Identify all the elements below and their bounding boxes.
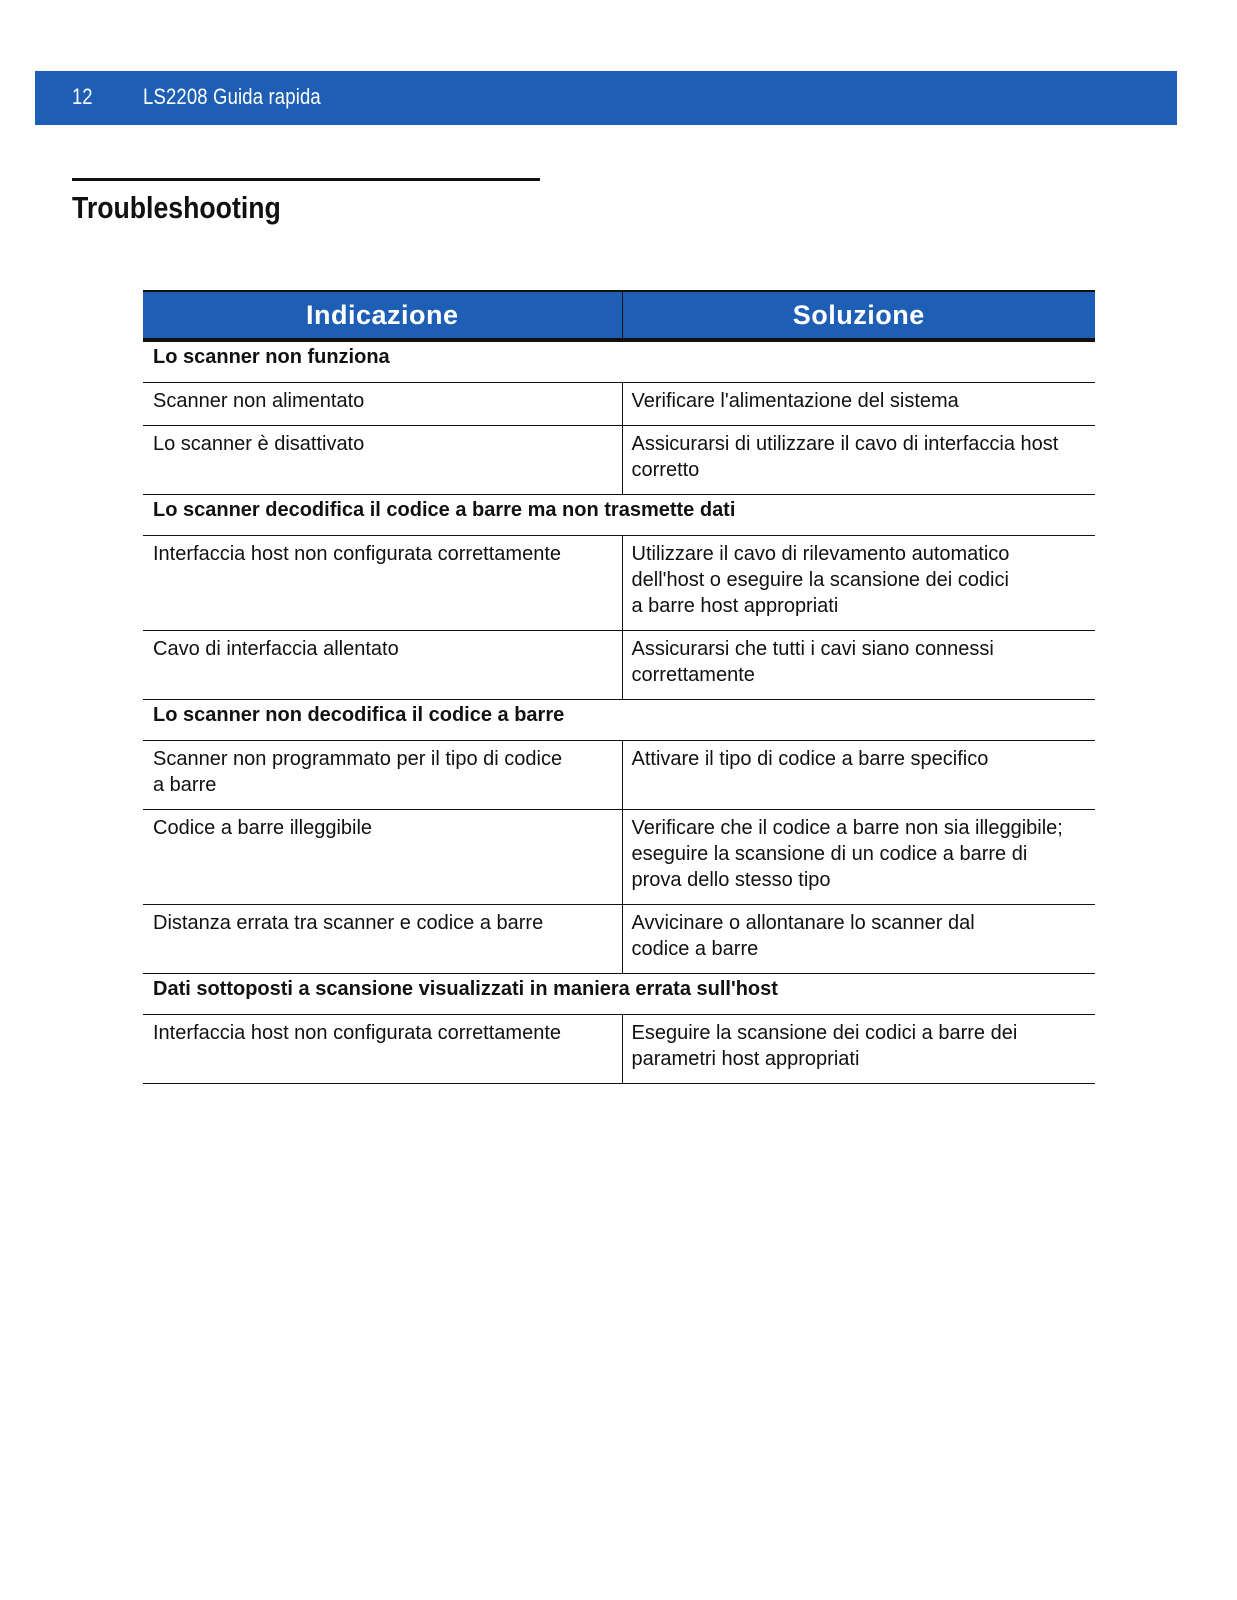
solution-cell — [622, 1015, 1095, 1084]
indication-cell — [143, 631, 622, 700]
solution-text: codice a barre — [631, 938, 759, 960]
indication-cell — [143, 536, 622, 631]
indication-text: Distanza errata tra scanner e codice a barre — [153, 912, 544, 934]
doc-title: LS2208 Guida rapida — [143, 84, 321, 109]
category-row — [143, 700, 1095, 741]
indication-text: Scanner non programmato per il tipo di codice — [153, 748, 563, 770]
column-header-indicazione: Indicazione — [143, 291, 622, 340]
indication-text: Cavo di interfaccia allentato — [153, 638, 399, 660]
category-label: Dati sottoposti a scansione visualizzati in maniera errata sull'host — [143, 974, 1095, 1015]
solution-text: Attivare il tipo di codice a barre specifico — [631, 748, 989, 770]
category-label: Lo scanner non decodifica il codice a barre — [143, 700, 1095, 741]
indication-text: Interfaccia host non configurata correttamente — [153, 543, 562, 565]
page-number: 12 — [72, 84, 93, 109]
table-row — [143, 810, 1095, 905]
solution-text: corretto — [631, 459, 700, 481]
solution-cell — [622, 383, 1095, 426]
solution-text: prova dello stesso tipo — [631, 869, 831, 891]
table-row — [143, 1015, 1095, 1084]
indication-text: Scanner non alimentato — [153, 390, 365, 412]
solution-text: Verificare l'alimentazione del sistema — [631, 390, 959, 412]
indication-text: a barre — [153, 774, 217, 796]
table-row — [143, 631, 1095, 700]
indication-text: Interfaccia host non configurata correttamente — [153, 1022, 562, 1044]
solution-cell — [622, 905, 1095, 974]
solution-text: Avvicinare o allontanare lo scanner dal — [631, 912, 975, 934]
solution-cell — [622, 631, 1095, 700]
category-row — [143, 495, 1095, 536]
table-row — [143, 905, 1095, 974]
solution-text: correttamente — [631, 664, 755, 686]
indication-cell — [143, 741, 622, 810]
table-row — [143, 426, 1095, 495]
column-header-soluzione: Soluzione — [622, 291, 1095, 340]
indication-cell — [143, 905, 622, 974]
table-row — [143, 741, 1095, 810]
solution-cell — [622, 810, 1095, 905]
category-row — [143, 974, 1095, 1015]
indication-text: Codice a barre illeggibile — [153, 817, 373, 839]
table-header-row — [143, 291, 1095, 340]
solution-text: Eseguire la scansione dei codici a barre dei — [631, 1022, 1018, 1044]
table-body — [143, 340, 1095, 1084]
solution-text: Utilizzare il cavo di rilevamento automatico — [631, 543, 1010, 565]
table-row — [143, 536, 1095, 631]
solution-text: dell'host o eseguire la scansione dei codici — [631, 569, 1009, 591]
section-title: Troubleshooting — [72, 190, 281, 225]
category-label: Lo scanner non funziona — [143, 340, 1095, 383]
solution-cell — [622, 536, 1095, 631]
indication-text: Lo scanner è disattivato — [153, 433, 365, 455]
indication-cell — [143, 810, 622, 905]
indication-cell — [143, 426, 622, 495]
section-rule — [72, 178, 540, 181]
solution-text: eseguire la scansione di un codice a barre di — [631, 843, 1028, 865]
solution-text: a barre host appropriati — [631, 595, 839, 617]
solution-cell — [622, 426, 1095, 495]
solution-text: Assicurarsi di utilizzare il cavo di interfaccia host — [631, 433, 1059, 455]
solution-text: parametri host appropriati — [631, 1048, 860, 1070]
solution-text: Assicurarsi che tutti i cavi siano connessi — [631, 638, 994, 660]
solution-cell — [622, 741, 1095, 810]
indication-cell — [143, 1015, 622, 1084]
indication-cell — [143, 383, 622, 426]
category-row — [143, 340, 1095, 383]
solution-text: Verificare che il codice a barre non sia illeggibile; — [631, 817, 1063, 839]
category-label: Lo scanner decodifica il codice a barre ma non trasmette dati — [143, 495, 1095, 536]
troubleshooting-table — [143, 290, 1095, 1084]
table-row — [143, 383, 1095, 426]
